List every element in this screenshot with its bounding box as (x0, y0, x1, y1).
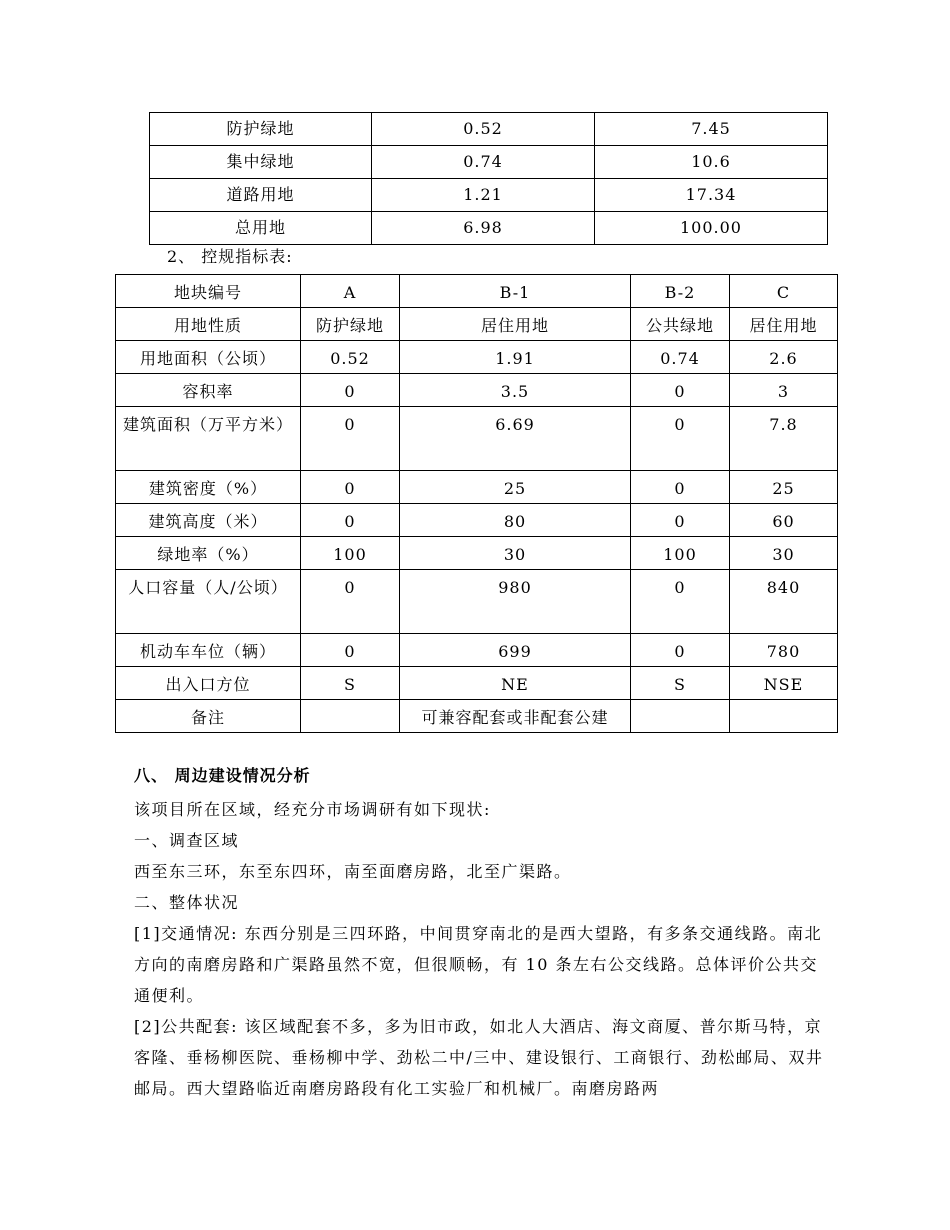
table-cell: S (301, 667, 400, 700)
table-cell: 建筑密度（%） (116, 471, 301, 504)
table-row (116, 537, 838, 570)
table-cell: 0 (631, 504, 730, 537)
table-row (116, 308, 838, 341)
table-row (150, 146, 828, 179)
table-cell: 可兼容配套或非配套公建 (400, 700, 631, 733)
table-cell: 6.98 (372, 212, 595, 245)
table-cell: 0 (301, 570, 400, 634)
land-use-table (149, 112, 828, 245)
table-row (150, 113, 828, 146)
table-cell: 居住用地 (730, 308, 838, 341)
table-cell: 0 (631, 407, 730, 471)
table-row (116, 667, 838, 700)
table-cell: S (631, 667, 730, 700)
control-table-caption: 2、 控规指标表: (167, 247, 293, 266)
table-cell: 用地面积（公顷） (116, 341, 301, 374)
table-cell: 建筑高度（米） (116, 504, 301, 537)
table-cell: 25 (730, 471, 838, 504)
paragraph: [2]公共配套: 该区域配套不多，多为旧市政，如北人大酒店、海文商厦、普尔斯马特，京客隆、垂杨柳医院、垂杨柳中学、劲松二中/三中、建设银行、工商银行、劲松邮局、双井邮局。西大望路临近南磨房路段有化工实验厂和机械厂。南磨房路两 (134, 1017, 824, 1098)
table-cell: 0 (301, 634, 400, 667)
table-row (116, 700, 838, 733)
table-header-cell: B-2 (631, 275, 730, 308)
table-cell: 3.5 (400, 374, 631, 407)
paragraph: 一、调查区域 (134, 831, 240, 850)
table-header-cell: B-1 (400, 275, 631, 308)
paragraph: 二、整体状况 (134, 893, 240, 912)
table-cell: 0 (631, 634, 730, 667)
paragraph: 西至东三环，东至东四环，南至面磨房路，北至广渠路。 (134, 862, 572, 881)
table-cell: 10.6 (595, 146, 828, 179)
table-cell: 1.21 (372, 179, 595, 212)
table-cell: 7.45 (595, 113, 828, 146)
table-cell: 0 (631, 570, 730, 634)
table-cell: 0 (301, 504, 400, 537)
table-cell: 17.34 (595, 179, 828, 212)
table-cell: 100 (631, 537, 730, 570)
table-row (116, 341, 838, 374)
table-cell: 机动车车位（辆） (116, 634, 301, 667)
table-cell: 2.6 (730, 341, 838, 374)
table-row (116, 374, 838, 407)
table-cell: 6.69 (400, 407, 631, 471)
table-row (116, 570, 838, 634)
table-cell: 699 (400, 634, 631, 667)
table-cell: 0 (301, 407, 400, 471)
table-cell (730, 700, 838, 733)
table-header-cell: A (301, 275, 400, 308)
table-cell: 1.91 (400, 341, 631, 374)
table-cell: 0 (631, 471, 730, 504)
table-cell: 总用地 (150, 212, 372, 245)
table-cell: NSE (730, 667, 838, 700)
table-cell: 防护绿地 (150, 113, 372, 146)
table-cell: 25 (400, 471, 631, 504)
table-cell: 100.00 (595, 212, 828, 245)
table-row (150, 212, 828, 245)
table-cell: 道路用地 (150, 179, 372, 212)
table-cell (631, 700, 730, 733)
table-cell: 公共绿地 (631, 308, 730, 341)
table-cell: 60 (730, 504, 838, 537)
table-cell: NE (400, 667, 631, 700)
paragraph: 该项目所在区域，经充分市场调研有如下现状: (134, 800, 491, 819)
table-cell: 0.74 (372, 146, 595, 179)
table-cell: 30 (730, 537, 838, 570)
table-row (116, 504, 838, 537)
table-header-cell: C (730, 275, 838, 308)
table-cell (301, 700, 400, 733)
paragraph: [1]交通情况: 东西分别是三四环路，中间贯穿南北的是西大望路，有多条交通线路。南北方向的南磨房路和广渠路虽然不宽，但很顺畅，有 10 条左右公交线路。总体评价公共交通便利。 (134, 924, 823, 1005)
table-cell: 0 (631, 374, 730, 407)
table-cell: 出入口方位 (116, 667, 301, 700)
table-cell: 3 (730, 374, 838, 407)
table-cell: 用地性质 (116, 308, 301, 341)
table-header-row (116, 275, 838, 308)
table-cell: 100 (301, 537, 400, 570)
table-row (116, 471, 838, 504)
table-cell: 0.52 (372, 113, 595, 146)
table-row (116, 634, 838, 667)
table-cell: 备注 (116, 700, 301, 733)
table-cell: 容积率 (116, 374, 301, 407)
table-cell: 840 (730, 570, 838, 634)
table-cell: 980 (400, 570, 631, 634)
table-cell: 780 (730, 634, 838, 667)
table-cell: 0.52 (301, 341, 400, 374)
table-cell: 0 (301, 471, 400, 504)
control-index-table (115, 274, 838, 733)
table-cell: 80 (400, 504, 631, 537)
table-cell: 0 (301, 374, 400, 407)
table-cell: 居住用地 (400, 308, 631, 341)
section-heading: 八、 周边建设情况分析 (134, 766, 311, 785)
table-cell: 集中绿地 (150, 146, 372, 179)
table-row (150, 179, 828, 212)
table-cell: 人口容量（人/公顷） (116, 570, 301, 634)
table-cell: 绿地率（%） (116, 537, 301, 570)
table-cell: 建筑面积（万平方米） (116, 407, 301, 471)
table-header-cell: 地块编号 (116, 275, 301, 308)
table-cell: 防护绿地 (301, 308, 400, 341)
table-row (116, 407, 838, 471)
table-cell: 0.74 (631, 341, 730, 374)
table-cell: 7.8 (730, 407, 838, 471)
table-cell: 30 (400, 537, 631, 570)
